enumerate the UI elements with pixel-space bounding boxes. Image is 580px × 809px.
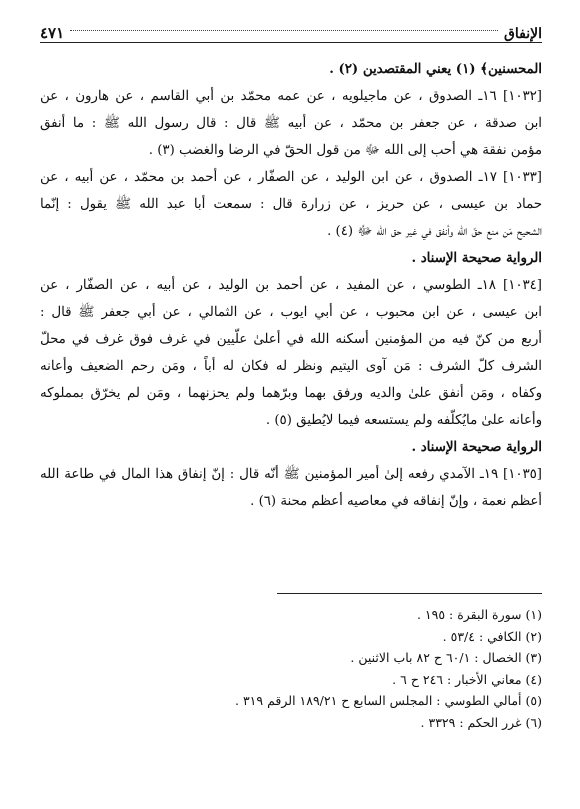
footnote: (٥) أمالي الطوسي : المجلس السابع ح ١٨٩/٢١ الرقم ٣١٩ .	[234, 693, 542, 708]
footnote-divider	[277, 593, 542, 594]
hadith-1032-line-1: [١٠٣٢] ١٦ـ الصدوق ، عن ماجيلويه ، عن عمه محمّد بن أبي القاسم ، عن هارون ، عن	[40, 89, 542, 104]
text-line: ابن صدقة ، عن جعفر بن محمّد ، عن أبيه ﷺ قال : قال رسول الله ﷺ : ما أنفق	[40, 116, 542, 131]
running-title: الإنفاق	[504, 26, 542, 42]
footnotes	[40, 604, 542, 733]
page-number: ٤٧١	[40, 24, 65, 42]
text-line: مؤمن نفقة هي أحب إلى الله ﷻ من قول الحقّ في الرضا والغضب (٣) .	[148, 143, 542, 158]
text-line: الشرف كلّ الشرف : مَن آوى اليتيم ونظر له فكان له أباً ، ومَن رحم الضعيف وأعانه	[40, 359, 542, 374]
text-line: حماد بن عيسى ، عن حريز ، عن زرارة قال : سمعت أبا عبد الله ﷺ يقول : إنّما	[40, 197, 542, 212]
text-line: أربع من كنّ فيه من المؤمنين أسكنه الله في أعلىٰ علّيين في غرف فوق غرف في محلّ	[40, 332, 542, 347]
isnad-note: الرواية صحيحة الإسناد .	[411, 251, 542, 266]
text-line: أعظم نعمة ، وإنّ إنفاقه في معاصيه أعظم محنة (٦) .	[250, 494, 542, 509]
isnad-note: الرواية صحيحة الإسناد .	[411, 440, 542, 455]
footnote: (٢) الكافي : ٥٣/٤ .	[442, 628, 542, 644]
running-header	[40, 18, 542, 43]
hadith-1034-line-1: [١٠٣٤] ١٨ـ الطوسي ، عن المفيد ، عن أحمد بن الوليد ، عن أبيه ، عن الصفّار ، عن	[40, 278, 542, 293]
hadith-1035-line-1: [١٠٣٥] ١٩ـ الآمدي رفعه إلىٰ أمير المؤمنين ﷺ أنّه قال : إنّ إنفاق هذا المال في طاعة الله	[40, 467, 542, 482]
text-line: وأعانه علىٰ مايُكلّفه ولم يستسعه فيما لايُطيق (٥) .	[265, 413, 542, 428]
text-line: الشحيح مَن منع حقّ الله وأنفق في غير حق الله ﷻ (٤) .	[327, 224, 542, 239]
main-text	[40, 56, 542, 515]
footnote: (٦) غرر الحكم : ٣٣٢٩ .	[420, 714, 542, 730]
footnote: (١) سورة البقرة : ١٩٥ .	[416, 607, 542, 622]
footnote: (٣) الخصال : ٦٠/١ ح ٨٢ باب الاثنين .	[350, 650, 542, 665]
text-line: ابن عيسى ، عن ابن محبوب ، عن أبي ايوب ، عن الثمالي ، عن أبي جعفر ﷺ قال :	[40, 305, 542, 320]
text-line: المحسنين﴾ (١) يعني المقتصدين (٢) .	[329, 62, 542, 77]
text-line: وكفاه ، ومَن أنفق علىٰ والديه ورفق بهما وبرّهما ولم يحزنهما ، ومَن لم يخرّق بمملوكه	[40, 386, 542, 401]
footnote: (٤) معاني الأخبار : ٢٤٦ ح ٦ .	[392, 671, 542, 687]
hadith-1033-line-1: [١٠٣٣] ١٧ـ الصدوق ، عن ابن الوليد ، عن الصفّار ، عن أحمد بن محمّد ، عن أبيه ، عن	[40, 170, 542, 185]
leader-dots	[70, 29, 498, 31]
